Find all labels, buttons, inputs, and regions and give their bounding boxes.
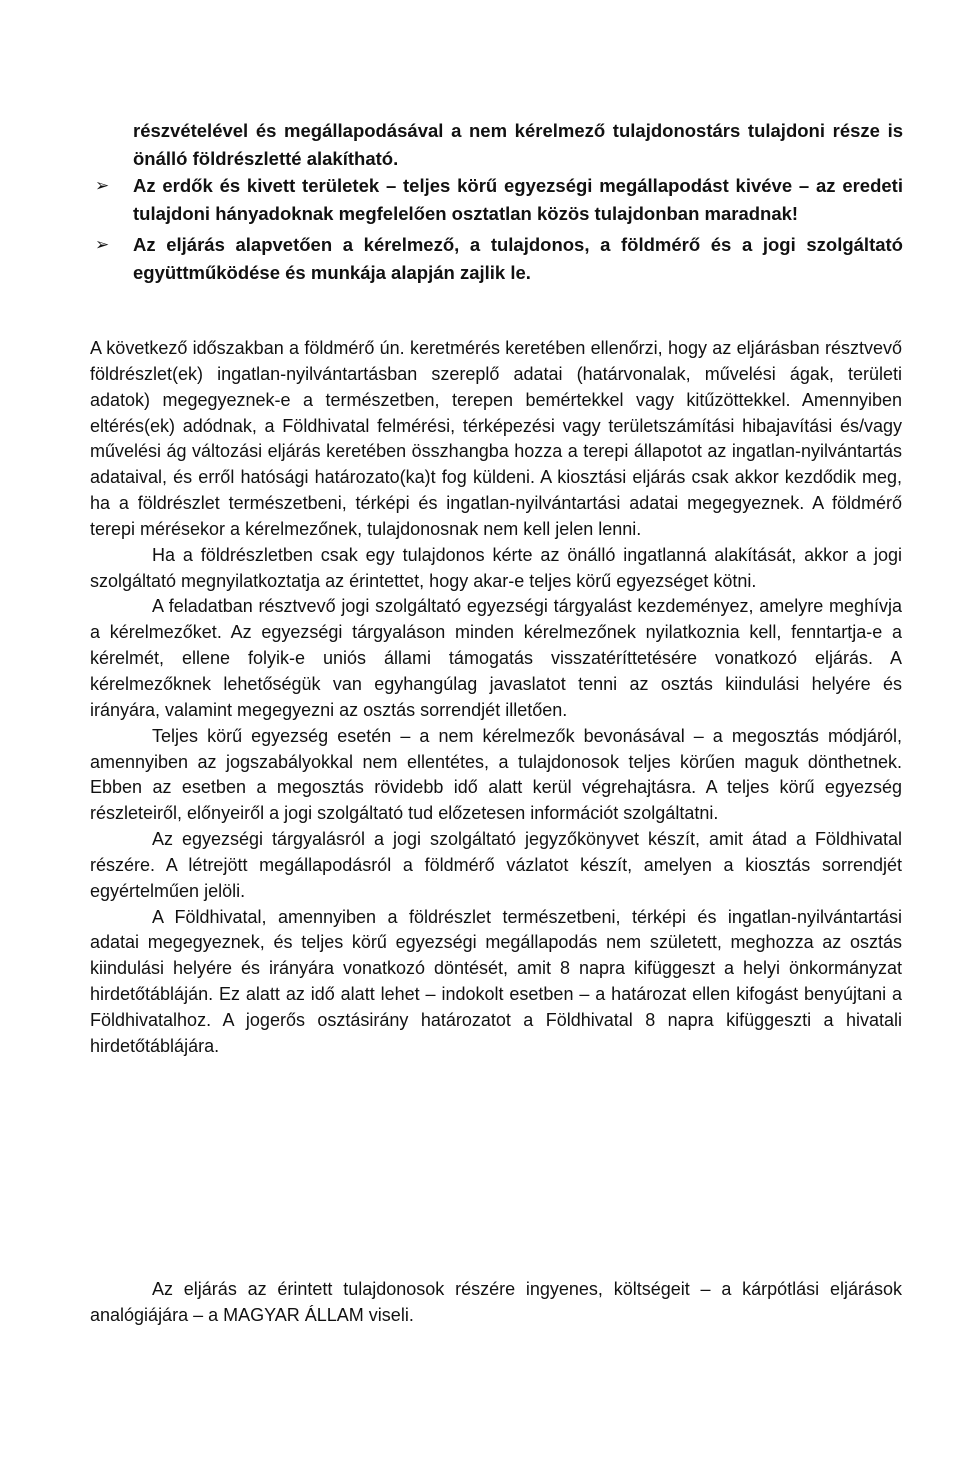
intro-continuation: részvételével és megállapodásával a nem kérelmező tulajdonostárs tulajdoni része is önálló földrészletté alakítható. <box>133 120 903 169</box>
bullet-text: Az eljárás alapvetően a kérelmező, a tulajdonos, a földmérő és a jogi szolgáltató együttműködése és munkája alapján zajlik le. <box>133 234 903 283</box>
paragraph: Az egyezségi tárgyalásról a jogi szolgáltató jegyzőkönyvet készít, amit átad a Földhivatal részére. A létrejött megállapodásról a földmérő vázlatot készít, amelyen a kiosztás sorrendjét egyértelműen jelöli. <box>90 829 902 901</box>
bold-intro-section <box>95 117 903 286</box>
paragraph: A Földhivatal, amennyiben a földrészlet természetbeni, térképi és ingatlan-nyilvántartási adatai megegyeznek, és teljes körű egyezségi megállapodás nem született, meghozza az osztás kiindulási helyére és irányára vonatkozó döntését, amit 8 napra kifüggeszt a helyi önkormányzat hirdetőtábláján. Ez alatt az idő alatt lehet – indokolt esetben – a határozat ellen kifogást benyújtani a Földhivatalhoz. A jogerős osztásirány határozatot a Földhivatal 8 napra kifüggeszti a hivatali hirdetőtáblájára. <box>90 906 902 1056</box>
paragraph: Teljes körű egyezség esetén – a nem kérelmezők bevonásával – a megosztás módjáról, amennyiben az jogszabályokkal nem ellentétes, a tulajdonosok teljes körűen maguk dönthetnek. Ebben az esetben a megosztás rövidebb idő alatt kerül végrehajtásra. A teljes körű egyezség részleteiről, előnyeiről a jogi szolgáltató tud előzetesen információt szolgáltatni. <box>90 725 902 824</box>
bullet-text: Az erdők és kivett területek – teljes körű egyezségi megállapodást kivéve – az eredeti tulajdoni hányadoknak megfelelően osztatlan közös tulajdonban maradnak! <box>133 175 903 224</box>
closing-paragraph: Az eljárás az érintett tulajdonosok részére ingyenes, költségeit – a kárpótlási eljárások analógiájára – a MAGYAR ÁLLAM viseli. <box>90 1279 902 1325</box>
arrow-bullet-icon: ➢ <box>95 235 110 254</box>
paragraph: Ha a földrészletben csak egy tulajdonos kérte az önálló ingatlanná alakítását, akkor a jogi szolgáltató megnyilatkoztatja az érintettet, hogy akar-e teljes körű egyezséget kötni. <box>90 544 902 591</box>
arrow-bullet-icon: ➢ <box>95 176 110 195</box>
paragraph: A következő időszakban a földmérő ún. keretmérés keretében ellenőrzi, hogy az eljárásban résztvevő földrészlet(ek) ingatlan-nyilvántartásban szereplő adatai (határvonalak, művelési ágak, területi adatok) megegyeznek-e a természetben, terepen bemértekkel vagy kitűzöttekkel. Amennyiben eltérés(ek) adódnak, a Földhivatal felmérési, térképezési vagy területszámítási hibajavítási és/vagy művelési ág változási eljárás keretében összhangba hozza a terepi állapotot az ingatlan-nyilvántartás adataival, és erről hatósági határozato(ka)t fog küldeni. A kiosztási eljárás csak akkor kezdődik meg, ha a földrészlet természetbeni, térképi és ingatlan-nyilvántartási adatai megegyeznek. A földmérő terepi mérésekor a kérelmezőnek, tulajdonosnak nem kell jelen lenni. <box>90 338 902 539</box>
body-text-section <box>90 336 902 1060</box>
bullet-item <box>95 172 903 227</box>
bullet-item <box>95 231 903 286</box>
paragraph: A feladatban résztvevő jogi szolgáltató egyezségi tárgyalást kezdeményez, amelyre meghívja a kérelmezőket. Az egyezségi tárgyaláson minden kérelmezőnek nyilatkoznia kell, fenntartja-e a kérelmét, ellene folyik-e uniós állami támogatás visszatéríttetésére vonatkozó eljárás. A kérelmezőknek lehetőségük van egyhangúlag javaslatot tenni az osztás kiindulási helyére és irányára, valamint megegyezni az osztás sorrendjét illetően. <box>90 596 902 720</box>
